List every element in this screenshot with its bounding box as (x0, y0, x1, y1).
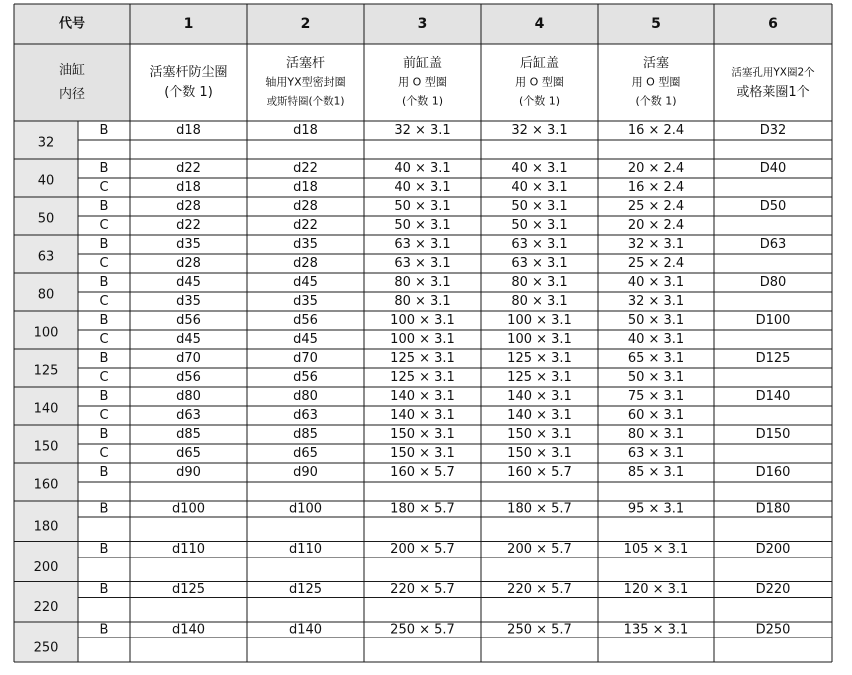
cell-value: 25 × 2.4 (627, 199, 685, 214)
cell-value: d80 (293, 389, 318, 404)
cell-value: 100 × 3.1 (390, 313, 455, 328)
cell-value: 50 × 3.1 (511, 199, 568, 214)
cell-value: d35 (293, 237, 318, 252)
cell-value: 140 × 3.1 (507, 389, 572, 404)
cell-value: d70 (176, 351, 201, 366)
cell-value: d22 (176, 218, 201, 233)
cell-value: 50 × 3.1 (511, 218, 568, 233)
cell-value: 80 × 3.1 (627, 427, 685, 442)
cell-value: 63 × 3.1 (511, 237, 568, 252)
cell-value: 50 × 3.1 (627, 313, 685, 328)
cell-value: d28 (293, 256, 318, 271)
cell-value: 40 × 3.1 (511, 161, 568, 176)
column-number: 5 (651, 16, 661, 32)
cell-value: 60 × 3.1 (627, 408, 685, 423)
cell-value: 220 × 5.7 (507, 582, 572, 597)
column-title-line: 后缸盖 (519, 56, 560, 71)
cell-value: d125 (288, 582, 323, 597)
cell-value: D125 (755, 351, 791, 366)
cell-value: 40 × 3.1 (511, 180, 568, 195)
row-type: B (99, 622, 109, 638)
cell-value: 125 × 3.1 (390, 370, 455, 385)
row-type: C (99, 408, 109, 423)
bore-size: 250 (33, 640, 59, 656)
row-type: B (99, 313, 109, 328)
row-type: B (99, 351, 109, 366)
bore-size: 80 (37, 287, 55, 303)
row-type: B (99, 427, 109, 442)
bore-size: 150 (33, 439, 59, 455)
row-type: C (99, 332, 109, 347)
cell-value: 16 × 2.4 (627, 123, 685, 138)
cell-value: 125 × 3.1 (507, 370, 572, 385)
cell-value: d45 (293, 275, 318, 290)
row-type: B (99, 161, 109, 176)
cell-value: d100 (171, 501, 206, 517)
cell-value: D250 (755, 622, 791, 638)
cell-value: 40 × 3.1 (394, 161, 451, 176)
column-title-line: 用 O 型圈 (515, 75, 564, 89)
cell-value: 63 × 3.1 (627, 446, 685, 461)
cell-value: 80 × 3.1 (394, 294, 451, 309)
cell-value: 25 × 2.4 (627, 256, 685, 271)
column-number: 4 (534, 16, 545, 32)
cell-value: 120 × 3.1 (623, 582, 689, 597)
cell-value: 85 × 3.1 (627, 465, 685, 480)
cell-value: 63 × 3.1 (511, 256, 568, 271)
column-title-line: 活塞孔用YX圈2个 (731, 66, 815, 79)
bore-size: 40 (37, 173, 55, 189)
cell-value: 32 × 3.1 (511, 123, 568, 138)
cell-value: d45 (293, 332, 318, 347)
cell-value: d63 (293, 408, 318, 423)
cell-value: 140 × 3.1 (390, 389, 455, 404)
cell-value: d85 (293, 427, 318, 442)
column-number: 3 (417, 16, 428, 32)
bore-column-band (14, 121, 78, 662)
cell-value: d18 (293, 123, 318, 138)
cell-value: D63 (759, 237, 787, 252)
cell-value: 150 × 3.1 (507, 427, 572, 442)
table-text (34, 16, 816, 656)
cell-value: 80 × 3.1 (511, 275, 568, 290)
column-title-line: 活塞杆防尘圈 (149, 65, 228, 80)
column-number: 6 (768, 16, 778, 32)
bore-size: 32 (37, 135, 55, 151)
cell-value: D200 (755, 541, 791, 557)
cell-value: 32 × 3.1 (627, 294, 685, 309)
cell-value: d56 (176, 313, 201, 328)
cell-value: 20 × 2.4 (627, 218, 685, 233)
row-type: B (99, 389, 109, 404)
row-type: B (99, 465, 109, 480)
cell-value: D32 (759, 123, 787, 138)
cell-value: d28 (176, 256, 201, 271)
cell-value: 20 × 2.4 (627, 161, 685, 176)
cell-value: D50 (759, 199, 787, 214)
cell-value: D180 (755, 501, 791, 517)
cell-value: d110 (288, 541, 323, 557)
cell-value: d18 (176, 180, 201, 195)
cell-value: 40 × 3.1 (627, 332, 685, 347)
cell-value: D160 (755, 465, 791, 480)
bore-size: 100 (33, 325, 59, 341)
cell-value: 140 × 3.1 (507, 408, 572, 423)
cell-value: d70 (293, 351, 318, 366)
bore-label-line: 内径 (58, 87, 86, 102)
cell-value: d35 (293, 294, 318, 309)
bore-size: 220 (33, 600, 59, 616)
cell-value: D100 (755, 313, 791, 328)
row-type: C (99, 446, 109, 461)
column-title-line: 或斯特圈(个数1) (266, 95, 345, 108)
cell-value: 180 × 5.7 (507, 501, 572, 517)
cell-value: 32 × 3.1 (627, 237, 685, 252)
column-title-line: (个数 1) (518, 94, 561, 108)
cell-value: 150 × 3.1 (390, 427, 455, 442)
cell-value: 200 × 5.7 (390, 541, 455, 557)
header-bore-band (14, 44, 130, 121)
bore-size: 200 (33, 559, 59, 575)
cell-value: 63 × 3.1 (394, 256, 451, 271)
cell-value: d18 (176, 123, 201, 138)
cell-value: 125 × 3.1 (390, 351, 455, 366)
cell-value: 80 × 3.1 (511, 294, 568, 309)
cell-value: d80 (176, 389, 201, 404)
bore-size: 125 (33, 363, 59, 379)
column-title-line: 用 O 型圈 (398, 75, 447, 89)
cell-value: d56 (293, 313, 318, 328)
bore-size: 140 (33, 401, 59, 417)
cell-value: d35 (176, 294, 201, 309)
cell-value: d140 (171, 622, 206, 638)
cell-value: 32 × 3.1 (394, 123, 451, 138)
cell-value: D220 (755, 582, 791, 597)
cell-value: 50 × 3.1 (394, 199, 451, 214)
cell-value: d28 (293, 199, 318, 214)
cell-value: d56 (293, 370, 318, 385)
cell-value: 220 × 5.7 (390, 582, 455, 597)
column-number: 1 (183, 16, 194, 32)
row-type: C (99, 294, 109, 309)
cell-value: 105 × 3.1 (623, 541, 689, 557)
cell-value: 16 × 2.4 (627, 180, 685, 195)
cell-value: d22 (293, 161, 318, 176)
cell-value: D140 (755, 389, 791, 404)
cell-value: 40 × 3.1 (627, 275, 685, 290)
row-type: C (99, 370, 109, 385)
cell-value: 180 × 5.7 (390, 501, 455, 517)
cell-value: 95 × 3.1 (627, 501, 685, 517)
bore-size: 63 (37, 249, 55, 265)
cell-value: 75 × 3.1 (627, 389, 685, 404)
bore-size: 160 (33, 477, 59, 493)
cell-value: 40 × 3.1 (394, 180, 451, 195)
cell-value: D80 (759, 275, 787, 290)
column-title-line: 活塞 (642, 56, 670, 71)
row-type: C (99, 180, 109, 195)
cell-value: d90 (293, 465, 318, 480)
cell-value: d22 (293, 218, 318, 233)
code-label: 代号 (58, 16, 86, 32)
column-title-line: 或格莱圈1个 (736, 85, 810, 100)
bore-size: 180 (33, 519, 59, 535)
row-type: C (99, 256, 109, 271)
cell-value: D150 (755, 427, 791, 442)
cell-value: 125 × 3.1 (507, 351, 572, 366)
cell-value: d90 (176, 465, 201, 480)
cell-value: 200 × 5.7 (507, 541, 572, 557)
cell-value: 80 × 3.1 (394, 275, 451, 290)
column-title-line: 活塞杆 (285, 56, 326, 71)
cell-value: d63 (176, 408, 201, 423)
cell-value: d28 (176, 199, 201, 214)
cell-value: 250 × 5.7 (390, 622, 455, 638)
cell-value: 100 × 3.1 (507, 313, 572, 328)
cell-value: 50 × 3.1 (627, 370, 685, 385)
cell-value: 50 × 3.1 (394, 218, 451, 233)
cell-value: D40 (759, 161, 787, 176)
cell-value: 65 × 3.1 (627, 351, 685, 366)
column-title-line: 用 O 型圈 (631, 75, 681, 89)
cell-value: d18 (293, 180, 318, 195)
cell-value: d65 (176, 446, 201, 461)
cell-value: 140 × 3.1 (390, 408, 455, 423)
cell-value: d56 (176, 370, 201, 385)
cell-value: 160 × 5.7 (507, 465, 572, 480)
cell-value: 100 × 3.1 (507, 332, 572, 347)
cell-value: 160 × 5.7 (390, 465, 455, 480)
cell-value: d45 (176, 332, 201, 347)
cell-value: 63 × 3.1 (394, 237, 451, 252)
cell-value: d45 (176, 275, 201, 290)
row-type: B (99, 237, 109, 252)
column-title-line: 前缸盖 (402, 56, 443, 71)
row-type: B (99, 199, 109, 214)
column-title-line: (个数 1) (635, 94, 677, 108)
row-type: B (99, 582, 109, 597)
cell-value: 135 × 3.1 (623, 622, 689, 638)
cell-value: 150 × 3.1 (390, 446, 455, 461)
row-type: B (99, 541, 109, 557)
cell-value: d85 (176, 427, 201, 442)
bore-size: 50 (37, 211, 55, 227)
cell-value: 250 × 5.7 (507, 622, 572, 638)
cell-value: 150 × 3.1 (507, 446, 572, 461)
column-title-line: (个数 1) (164, 85, 213, 100)
row-type: B (99, 501, 109, 517)
cell-value: d125 (171, 582, 206, 597)
cell-value: d100 (288, 501, 323, 517)
row-type: B (99, 123, 109, 138)
column-title-line: 轴用YX型密封圈 (265, 75, 346, 89)
bore-label-line: 油缸 (58, 63, 86, 78)
row-type: B (99, 275, 109, 290)
column-title-line: (个数 1) (401, 94, 444, 108)
cell-value: d35 (176, 237, 201, 252)
cell-value: d140 (288, 622, 323, 638)
row-type: C (99, 218, 109, 233)
column-number: 2 (300, 16, 311, 32)
cell-value: 100 × 3.1 (390, 332, 455, 347)
cell-value: d110 (171, 541, 206, 557)
cell-value: d22 (176, 161, 201, 176)
cell-value: d65 (293, 446, 318, 461)
